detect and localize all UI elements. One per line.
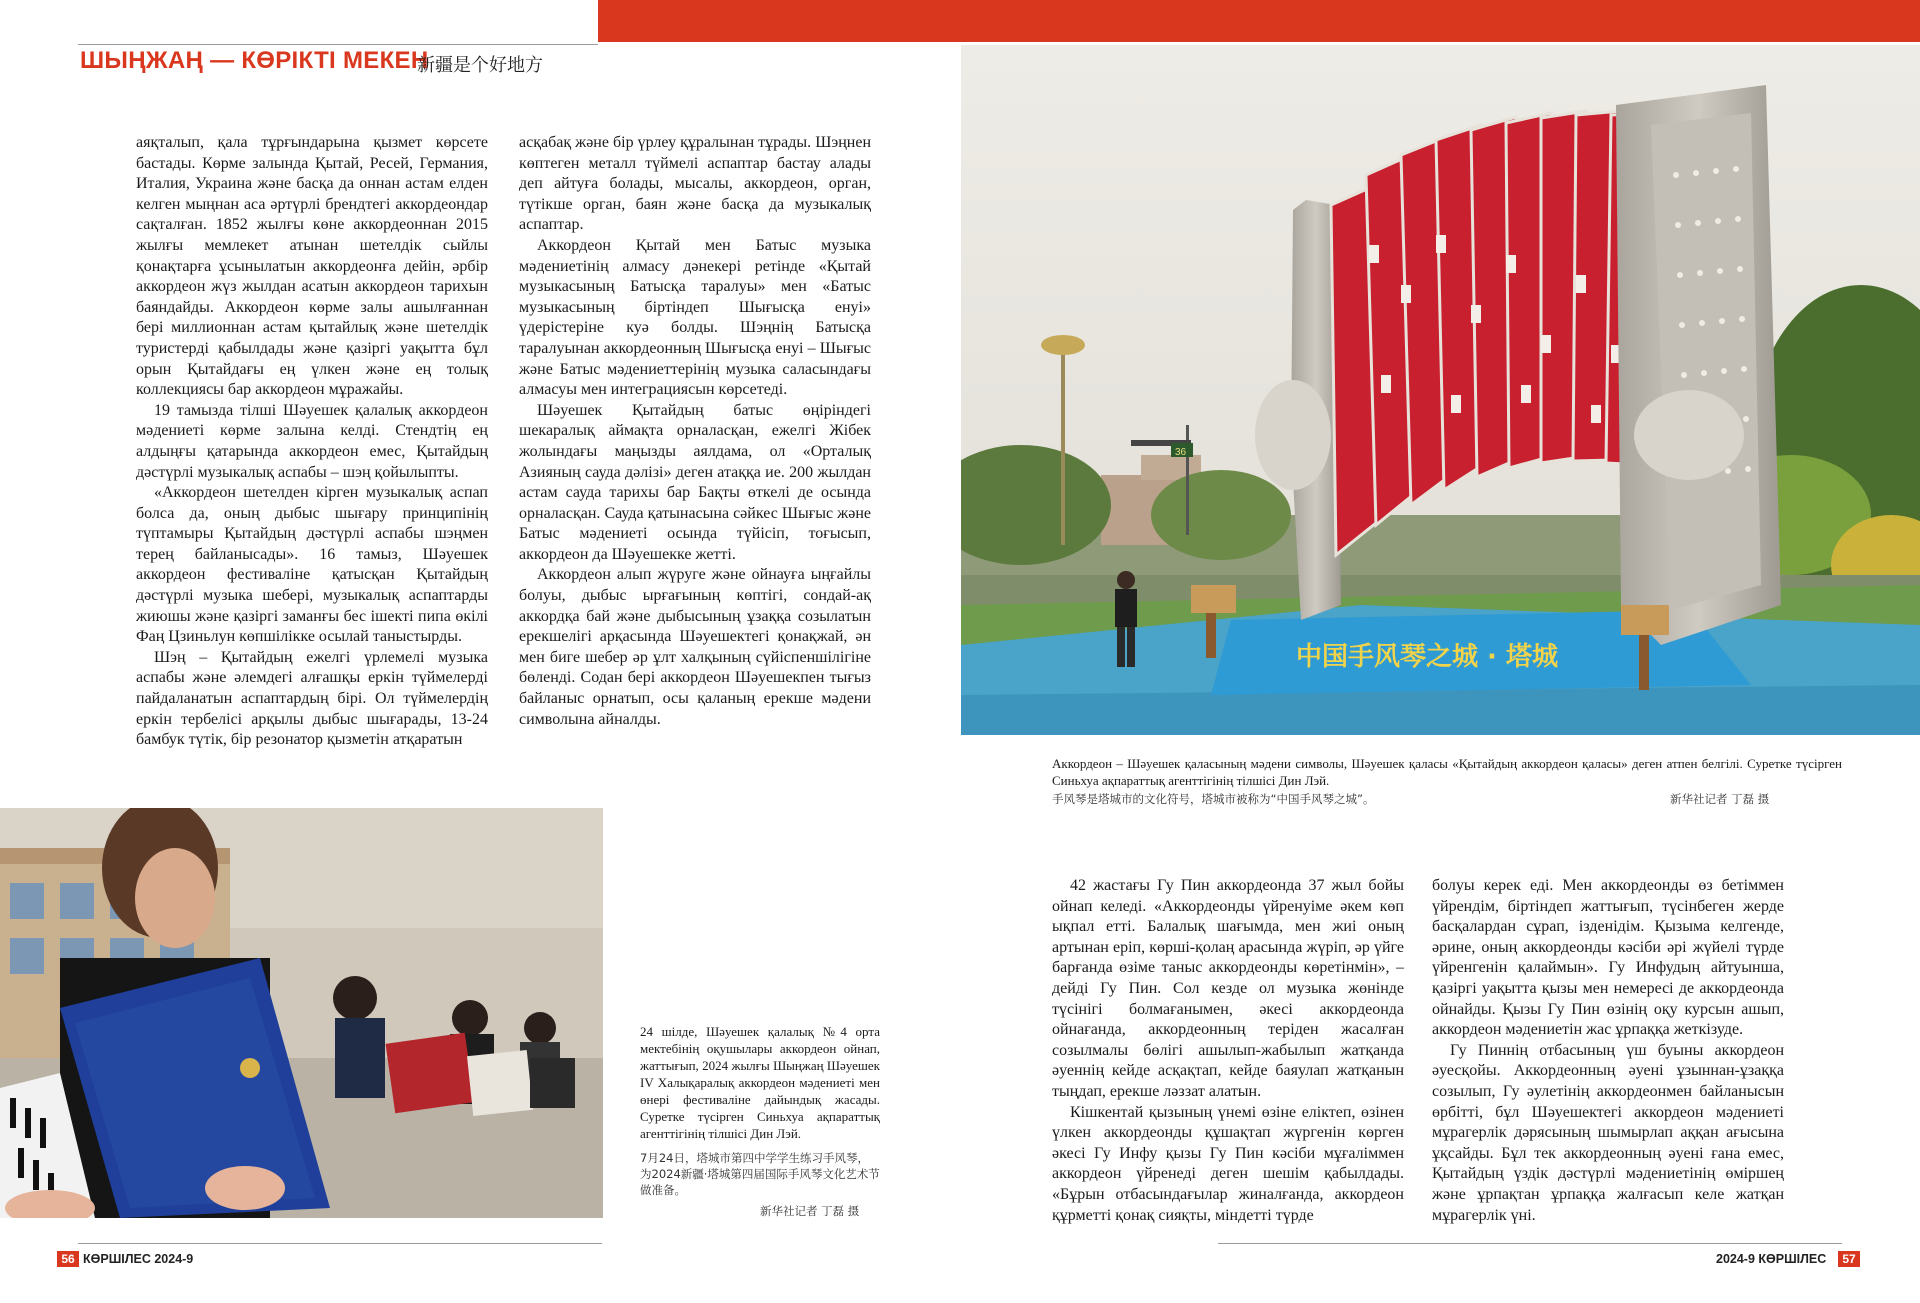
- page-number-right: 57: [1838, 1251, 1860, 1267]
- paragraph: Шэң – Қытайдың ежелгі үрлемелі музыка аспабы және әлемдегі алғашқы еркін түймелерді пайдаланатын аспаптардың бірі. Ол түймелердің еркін тербелісі арқылы дыбыс шығарады, 13-24 бамбук түтік, бір резонатор қызметін атқаратын: [136, 648, 488, 749]
- paragraph: Кішкентай қызының үнемі өзіне еліктеп, өзінен үлкен аккордеонды құшақтап жүргенін көрген әкесі Гу Инфу қызы Гу Пин кәсіби мұғаліммен аккордеон үйренеді деген шешім қабылдады. «Бұрын отбасындағылар жиналғанда, аккордеон құрметті қонақ сияқты, міндетті түрде: [1052, 1103, 1404, 1224]
- paragraph: асқабақ және бір үрлеу құралынан тұрады. Шэңнен көптеген металл түймелі аспаптар бастау алады деп айтуға болады, мысалы, аккордеон, орган, түтікше орган, баян және басқа да музыкалық аспаптар.: [519, 134, 871, 234]
- paragraph: «Аккордеон шетелден кірген музыкалық аспап болса да, оның дыбыс шығару принципінің түптамыры Қытайдың дәстүрлі аспабы шэңмен терең байланысады». 16 тамыз, Шәуешек аккордеон фестиваліне қатысқан Қытайдың дәстүрлі музыка шебері, музыкалық аспаптарды жиюшы және қазіргі заманғы бес ішекті пипа өкілі Фаң Цзиньлун көпшілікке осылай таныстырды.: [136, 484, 488, 646]
- footer-rule-left: [78, 1243, 602, 1244]
- header-rule: [78, 44, 598, 45]
- traffic-sign-text: 36: [1175, 447, 1187, 458]
- footer-magazine-left: КӨРШІЛЕС 2024-9: [83, 1252, 194, 1266]
- paragraph: Аккордеон Қытай мен Батыс музыка мәдениетінің алмасу дәнекері ретінде «Қытай музыкасының Батысқа таралуы» мен «Батыс музыкасының біртіндеп Шығысқа енуі» үдерістеріне куә болды. Шэңнің Батысқа таралуынан аккордеонның Шығысқа енуі – Шығыс және Батыс мәдениеттерінің музыка саласындағы алмасуы мен интеграциясын көрсетеді.: [519, 236, 871, 399]
- caption-bottom-cn: 7月24日，塔城市第四中学学生练习手风琴，为2024新疆·塔城第四届国际手风琴文化艺术节做准备。: [640, 1151, 880, 1197]
- caption-top-credit: 新华社记者 丁磊 摄: [1670, 792, 1770, 806]
- text-column-left-1: [136, 133, 488, 751]
- photo-accordion-sculpture: [961, 45, 1920, 735]
- section-title: ШЫҢЖАҢ — КӨРІКТІ МЕКЕН: [80, 47, 429, 74]
- section-title-cn: 新疆是个好地方: [417, 55, 543, 76]
- paragraph: аяқталып, қала тұрғындарына қызмет көрсете бастады. Көрме залында Қытай, Ресей, Германия, Италия, Украина және басқа да оннан астам елден келген мыңнан аса әртүрлі брендтегі аккордеондар сақталған. 1852 жылғы көне аккордеоннан 2015 жылғы мемлекет атынан шетелдік сыйлы қонақтарға ұсынылатын аккордеонға дейін, әрбір аккордеон жүз жылдан асатын аккордеон тарихын баяндайды. Аккордеон көрме залы ашылғаннан бері миллионнан астам қытайлық және шетелдік туристерді қабылдады және қазіргі уақытта бұл орын Қытайдағы ең үлкен және ең толық коллекциясы бар аккордеон мұражайы.: [136, 134, 488, 399]
- text-column-left-2: [519, 133, 871, 730]
- caption-top-cn: 手风琴是塔城市的文化符号，塔城市被称为“中国手风琴之城”。: [1052, 792, 1375, 806]
- caption-top-kz: Аккордеон – Шәуешек қаласының мәдени символы, Шәуешек қаласы «Қытайдың аккордеон қаласы» деген атпен белгілі. Суретке түсірген Синьхуа ақпараттық агенттігінің тілшісі Дин Лэй.: [1052, 756, 1842, 788]
- caption-bottom-credit: 新华社记者 丁磊 摄: [760, 1204, 860, 1218]
- paragraph: 19 тамызда тілші Шәуешек қалалық аккордеон мәдениеті көрме залына келді. Стендтің ең алдыңғы қатарында аккордеон емес, Қытайдың дәстүрлі музыкалық аспабы – шэң қойылыпты.: [136, 401, 488, 481]
- paragraph: Шәуешек Қытайдың батыс өңіріндегі шекаралық аймақта орналасқан, ежелгі Жібек жолындағы маңызды аялдама, ол «Орталық Азияның сауда дәлізі» деген атаққа ие. 200 жылдан астам сауда тарихы бар Бақты өткелі де осында орналасқан. Сауда қатынасына сәйкес Шығыс және Батыс мәдениеті осында түйісіп, тоғысып, аккордеон да Шәуешекке жетті.: [519, 401, 871, 563]
- text-column-right-2: [1432, 876, 1784, 1226]
- caption-bottom-kz: 24 шілде, Шәуешек қалалық №4 орта мектебінің оқушылары аккордеон ойнап, жаттығып, 2024 жылғы Шыңжаң Шәуешек IV Халықаралық аккордеон мәдениеті мен өнері фестиваліне дайындық жасады. Суретке түсірген Синьхуа ақпараттық агенттігінің тілшісі Дин Лэй.: [640, 1024, 880, 1141]
- paragraph: Гу Пиннің отбасының үш буыны аккордеон әуесқойы. Аккордеонның әуені ұзыннан-ұзаққа созылып, Гу әулетінің аккордеонмен байланысын өрбітті, бұл Шәуешектегі аккордеон мәдениеті мұрагерлік дәрясының шымырлап аққан ағысына ұқсайды. Бұл тек аккордеонның әуені ғана емес, Қытайдың үздік дәстүрлі мәдениетінің өміршең және ұрпақтан ұрпаққа жалғасып келе жатқан мұрагерлік үні.: [1432, 1041, 1784, 1224]
- pedestal-sign-text: 中国手风琴之城 · 塔城: [1296, 642, 1558, 672]
- page-number-left: 56: [57, 1251, 79, 1267]
- footer-rule-right: [1218, 1243, 1842, 1244]
- paragraph: Аккордеон алып жүруге және ойнауға ыңғайлы болуы, дыбыс ырғағының көптігі, сондай-ақ аккордқа бай және дыбысының ұзаққа созылатын ерекшелігі арқасында Шәуешектегі қонақжай, ән мен биге шебер әр ұлт халқының сүйіспеншілігіне бөленді. Содан бері аккордеон Шәуешекпен тығыз байланыс орнатып, осы қаланың ерекше мәдени символына айналды.: [519, 566, 871, 728]
- text-column-right-1: [1052, 876, 1404, 1226]
- paragraph: 42 жастағы Гу Пин аккордеонда 37 жыл бойы ойнап келеді. «Аккордеонды үйренуіме әкем көп ықпал етті. Балалық шағымда, мен жиі оның артынан еріп, көрші-қолаң арасында жүріп, әр үйге барғанда өзіме таныс аккордеонды көретінмін», – дейді Гу Пин. Сол кезде ол музыка жөнінде түсінігі болмағанымен, әкесі аккордеонда ойнағанда, аккордеонның теріден жасалған созылмалы бөлігі ашылып-жабылып жатқанда әуеннің кейде асқақтап, кейде баяулап жатқанын тыңдап, ерекше ләззат алатын.: [1052, 877, 1404, 1100]
- paragraph: болуы керек еді. Мен аккордеонды өз бетіммен үйрендім, біртіндеп жаттығып, түсінбеген жерде басқалардан сұрап, ізденідім. Қызыма келгенде, әрине, оның аккордеонды кәсіби әрі жүйелі түрде үйренгенін қалаймын». Гу Инфудың айтуынша, қазіргі уақытта қызы мен немересі де аккордеонда ойнайды. Қызы Гу Пин өзінің оқу курсын ашып, аккордеон мәдениетін жас ұрпаққа жеткізуде.: [1432, 877, 1784, 1039]
- header-accent-bar: [598, 0, 1920, 42]
- footer-magazine-right: 2024-9 КӨРШІЛЕС: [1716, 1252, 1827, 1266]
- photo-students-accordions: [0, 808, 603, 1218]
